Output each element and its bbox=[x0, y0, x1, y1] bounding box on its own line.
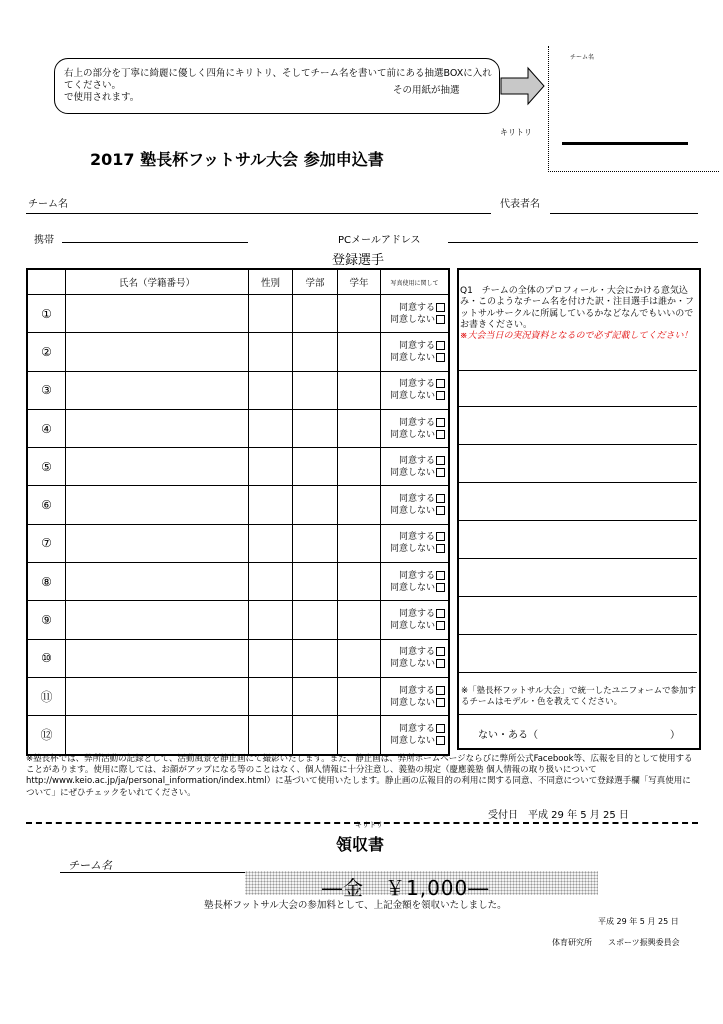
disagree-label: 同意しない bbox=[389, 467, 435, 478]
agree-checkbox[interactable] bbox=[436, 686, 445, 695]
disagree-checkbox[interactable] bbox=[436, 736, 445, 745]
year-cell[interactable] bbox=[338, 448, 381, 486]
faculty-cell[interactable] bbox=[293, 601, 338, 639]
agree-checkbox[interactable] bbox=[436, 379, 445, 388]
name-cell[interactable] bbox=[66, 601, 249, 639]
gender-cell[interactable] bbox=[249, 448, 293, 486]
agree-checkbox[interactable] bbox=[436, 303, 445, 312]
q1-answer-line[interactable] bbox=[459, 558, 697, 559]
table-row bbox=[27, 409, 449, 447]
disagree-checkbox[interactable] bbox=[436, 583, 445, 592]
disagree-label: 同意しない bbox=[389, 621, 435, 632]
header-number bbox=[27, 269, 66, 295]
issuer: 体育研究所 スポーツ振興委員会 bbox=[552, 938, 680, 947]
agree-checkbox[interactable] bbox=[436, 456, 445, 465]
agree-checkbox[interactable] bbox=[436, 647, 445, 656]
cut-team-label: チーム名 bbox=[570, 54, 595, 61]
name-cell[interactable] bbox=[66, 409, 249, 447]
row-number: ① bbox=[27, 295, 66, 333]
disagree-label: 同意しない bbox=[389, 582, 435, 593]
disagree-checkbox[interactable] bbox=[436, 468, 445, 477]
received-date: 受付日 平成 29 年 5 月 25 日 bbox=[488, 810, 629, 821]
table-row bbox=[27, 371, 449, 409]
disagree-label: 同意しない bbox=[389, 429, 435, 440]
faculty-cell[interactable] bbox=[293, 333, 338, 371]
disagree-checkbox[interactable] bbox=[436, 430, 445, 439]
name-cell[interactable] bbox=[66, 486, 249, 524]
agree-checkbox[interactable] bbox=[436, 532, 445, 541]
header-gender: 性別 bbox=[249, 269, 293, 295]
faculty-cell[interactable] bbox=[293, 371, 338, 409]
arrow-right-icon bbox=[500, 66, 546, 106]
agree-label: 同意する bbox=[398, 417, 435, 428]
disagree-label: 同意しない bbox=[389, 314, 435, 325]
photo-consent-cell bbox=[381, 295, 450, 333]
disagree-checkbox[interactable] bbox=[436, 353, 445, 362]
gender-cell[interactable] bbox=[249, 677, 293, 715]
photo-consent-cell bbox=[381, 716, 450, 755]
registration-table bbox=[26, 268, 450, 756]
table-row bbox=[27, 295, 449, 333]
issue-date: 平成 29 年 5 月 25 日 bbox=[598, 917, 679, 926]
name-cell[interactable] bbox=[66, 333, 249, 371]
representative-field[interactable] bbox=[550, 213, 698, 214]
row-number: ⑫ bbox=[27, 716, 66, 755]
mobile-field[interactable] bbox=[62, 242, 248, 243]
form-title: 2017 塾長杯フットサル大会 参加申込書 bbox=[90, 150, 384, 169]
disagree-label: 同意しない bbox=[389, 352, 435, 363]
year-cell[interactable] bbox=[338, 409, 381, 447]
agree-checkbox[interactable] bbox=[436, 341, 445, 350]
faculty-cell[interactable] bbox=[293, 448, 338, 486]
disagree-checkbox[interactable] bbox=[436, 621, 445, 630]
year-cell[interactable] bbox=[338, 295, 381, 333]
row-number: ⑤ bbox=[27, 448, 66, 486]
name-cell[interactable] bbox=[66, 677, 249, 715]
disagree-label: 同意しない bbox=[389, 391, 435, 402]
agree-label: 同意する bbox=[398, 455, 435, 466]
faculty-cell[interactable] bbox=[293, 677, 338, 715]
faculty-cell[interactable] bbox=[293, 409, 338, 447]
receipt-amount: ―金 ￥1,000― bbox=[322, 876, 490, 900]
table-row bbox=[27, 524, 449, 562]
row-number: ⑪ bbox=[27, 677, 66, 715]
receipt-title: 領収書 bbox=[336, 835, 385, 854]
table-row bbox=[27, 486, 449, 524]
disagree-label: 同意しない bbox=[389, 506, 435, 517]
row-number: ③ bbox=[27, 371, 66, 409]
cut-box bbox=[548, 46, 719, 172]
photo-consent-cell bbox=[381, 563, 450, 601]
faculty-cell[interactable] bbox=[293, 295, 338, 333]
q1-question: Q1 チームの全体のプロフィール・大会にかける意気込み・このようなチーム名を付けた訳・注目選手は誰か・フットサルサークルに所属しているかなどなんでもいいのでお書きください。 bbox=[460, 286, 695, 330]
name-cell[interactable] bbox=[66, 716, 249, 755]
year-cell[interactable] bbox=[338, 601, 381, 639]
gender-cell[interactable] bbox=[249, 409, 293, 447]
q1-answer-line[interactable] bbox=[459, 444, 697, 445]
row-number: ② bbox=[27, 333, 66, 371]
agree-label: 同意する bbox=[398, 340, 435, 351]
instruction-main: 右上の部分を丁寧に綺麗に優しく四角にキリトリ、そしてチーム名を書いて前にある抽選BOXに入れてください。 bbox=[64, 68, 492, 91]
agree-label: 同意する bbox=[398, 723, 435, 734]
row-number: ⑩ bbox=[27, 639, 66, 677]
year-cell[interactable] bbox=[338, 486, 381, 524]
agree-label: 同意する bbox=[398, 302, 435, 313]
q1-answer-line[interactable] bbox=[459, 596, 697, 597]
table-title: 登録選手 bbox=[332, 253, 385, 268]
year-cell[interactable] bbox=[338, 639, 381, 677]
agree-label: 同意する bbox=[398, 532, 435, 543]
year-cell[interactable] bbox=[338, 563, 381, 601]
q1-answer-line[interactable] bbox=[459, 634, 697, 635]
disagree-checkbox[interactable] bbox=[436, 659, 445, 668]
disagree-checkbox[interactable] bbox=[436, 698, 445, 707]
name-cell[interactable] bbox=[66, 563, 249, 601]
disagree-label: 同意しない bbox=[389, 735, 435, 746]
photo-consent-cell bbox=[381, 333, 450, 371]
name-cell[interactable] bbox=[66, 448, 249, 486]
table-row bbox=[27, 333, 449, 371]
header-photo: 写真使用に関して bbox=[381, 269, 450, 295]
year-cell[interactable] bbox=[338, 677, 381, 715]
gender-cell[interactable] bbox=[249, 524, 293, 562]
q1-answer-line[interactable] bbox=[459, 520, 697, 521]
agree-checkbox[interactable] bbox=[436, 571, 445, 580]
mobile-label: 携帯 bbox=[34, 235, 54, 246]
team-name-field[interactable] bbox=[26, 213, 491, 214]
photo-usage-note: ※塾長杯では、弊所活動の記録として、活動風景を静止画にて撮影いたします。また、静止画は、弊所ホームページならびに弊所公式Facebook等、広報を目的として使用することがあります。使用に際しては、お顔がアップになる等のことはなく、個人情報に十分注意し、義塾の規定（慶應義塾 個人情報の取り扱いについて http://www.keio.ac.jp/ja/personal_information/index.html）に基づいて使用いたします。静止画の広報目的の利用に関する同意、不同意について登録選手欄「写真使用について」にぜひチェックをいれてください。 bbox=[26, 754, 693, 798]
disagree-checkbox[interactable] bbox=[436, 544, 445, 553]
photo-consent-cell bbox=[381, 677, 450, 715]
agree-label: 同意する bbox=[398, 570, 435, 581]
header-name: 氏名（学籍番号） bbox=[66, 269, 249, 295]
gender-cell[interactable] bbox=[249, 639, 293, 677]
table-row bbox=[27, 563, 449, 601]
gender-cell[interactable] bbox=[249, 371, 293, 409]
pc-email-field[interactable] bbox=[448, 242, 698, 243]
q1-answer-line[interactable] bbox=[459, 672, 697, 673]
faculty-cell[interactable] bbox=[293, 639, 338, 677]
year-cell[interactable] bbox=[338, 371, 381, 409]
name-cell[interactable] bbox=[66, 524, 249, 562]
row-number: ④ bbox=[27, 409, 66, 447]
disagree-label: 同意しない bbox=[389, 659, 435, 670]
q1-answer-line[interactable] bbox=[459, 370, 697, 371]
representative-label: 代表者名 bbox=[500, 199, 540, 210]
photo-consent-cell bbox=[381, 409, 450, 447]
gender-cell[interactable] bbox=[249, 716, 293, 755]
receipt-body: 塾長杯フットサル大会の参加料として、上記金額を領収いたしました。 bbox=[204, 900, 507, 911]
photo-consent-cell bbox=[381, 448, 450, 486]
disagree-checkbox[interactable] bbox=[436, 506, 445, 515]
gender-cell[interactable] bbox=[249, 563, 293, 601]
uniform-answer[interactable]: ない・ある（ bbox=[478, 730, 538, 741]
agree-label: 同意する bbox=[398, 609, 435, 620]
agree-checkbox[interactable] bbox=[436, 724, 445, 733]
agree-checkbox[interactable] bbox=[436, 609, 445, 618]
row-number: ⑥ bbox=[27, 486, 66, 524]
year-cell[interactable] bbox=[338, 333, 381, 371]
uniform-answer-close: ） bbox=[670, 730, 680, 741]
table-row bbox=[27, 601, 449, 639]
agree-label: 同意する bbox=[398, 379, 435, 390]
agree-checkbox[interactable] bbox=[436, 418, 445, 427]
header-year: 学年 bbox=[338, 269, 381, 295]
photo-consent-cell bbox=[381, 601, 450, 639]
disagree-label: 同意しない bbox=[389, 544, 435, 555]
name-cell[interactable] bbox=[66, 295, 249, 333]
gender-cell[interactable] bbox=[249, 601, 293, 639]
q1-warning: ※大会当日の実況資料となるので必ず記載してください！ bbox=[460, 331, 693, 342]
instruction-continuation: で使用されます。 bbox=[64, 92, 140, 103]
team-name-label: チーム名 bbox=[28, 199, 68, 210]
header-faculty: 学部 bbox=[293, 269, 338, 295]
disagree-checkbox[interactable] bbox=[436, 391, 445, 400]
cut-label-receipt: キリトリ bbox=[355, 821, 383, 829]
gender-cell[interactable] bbox=[249, 486, 293, 524]
gender-cell[interactable] bbox=[249, 295, 293, 333]
table-header-row bbox=[27, 269, 449, 295]
agree-label: 同意する bbox=[398, 685, 435, 696]
year-cell[interactable] bbox=[338, 524, 381, 562]
table-row bbox=[27, 639, 449, 677]
photo-consent-cell bbox=[381, 371, 450, 409]
uniform-question: ※「塾長杯フットサル大会」で統一したユニフォームで参加するチームはモデル・色を教えてください。 bbox=[461, 686, 697, 707]
faculty-cell[interactable] bbox=[293, 563, 338, 601]
cut-label: キリトリ bbox=[500, 128, 532, 137]
q1-answer-line[interactable] bbox=[459, 406, 697, 407]
receipt-team-label: チーム名 bbox=[68, 859, 112, 872]
faculty-cell[interactable] bbox=[293, 486, 338, 524]
agree-label: 同意する bbox=[398, 494, 435, 505]
name-cell[interactable] bbox=[66, 371, 249, 409]
cut-team-line bbox=[562, 142, 688, 145]
q1-text-block bbox=[460, 286, 694, 342]
name-cell[interactable] bbox=[66, 639, 249, 677]
table-row bbox=[27, 716, 449, 755]
photo-consent-cell bbox=[381, 639, 450, 677]
row-number: ⑦ bbox=[27, 524, 66, 562]
disagree-checkbox[interactable] bbox=[436, 315, 445, 324]
disagree-label: 同意しない bbox=[389, 697, 435, 708]
agree-checkbox[interactable] bbox=[436, 494, 445, 503]
table-row bbox=[27, 448, 449, 486]
faculty-cell[interactable] bbox=[293, 716, 338, 755]
row-number: ⑧ bbox=[27, 563, 66, 601]
pc-email-label: PCメールアドレス bbox=[338, 235, 421, 246]
agree-label: 同意する bbox=[398, 647, 435, 658]
photo-consent-cell bbox=[381, 486, 450, 524]
q1-answer-line[interactable] bbox=[459, 482, 697, 483]
row-number: ⑨ bbox=[27, 601, 66, 639]
faculty-cell[interactable] bbox=[293, 524, 338, 562]
year-cell[interactable] bbox=[338, 716, 381, 755]
photo-consent-cell bbox=[381, 524, 450, 562]
instruction-right-text: その用紙が抽選 bbox=[393, 85, 460, 96]
q1-answer-line[interactable] bbox=[459, 714, 697, 715]
gender-cell[interactable] bbox=[249, 333, 293, 371]
table-row bbox=[27, 677, 449, 715]
